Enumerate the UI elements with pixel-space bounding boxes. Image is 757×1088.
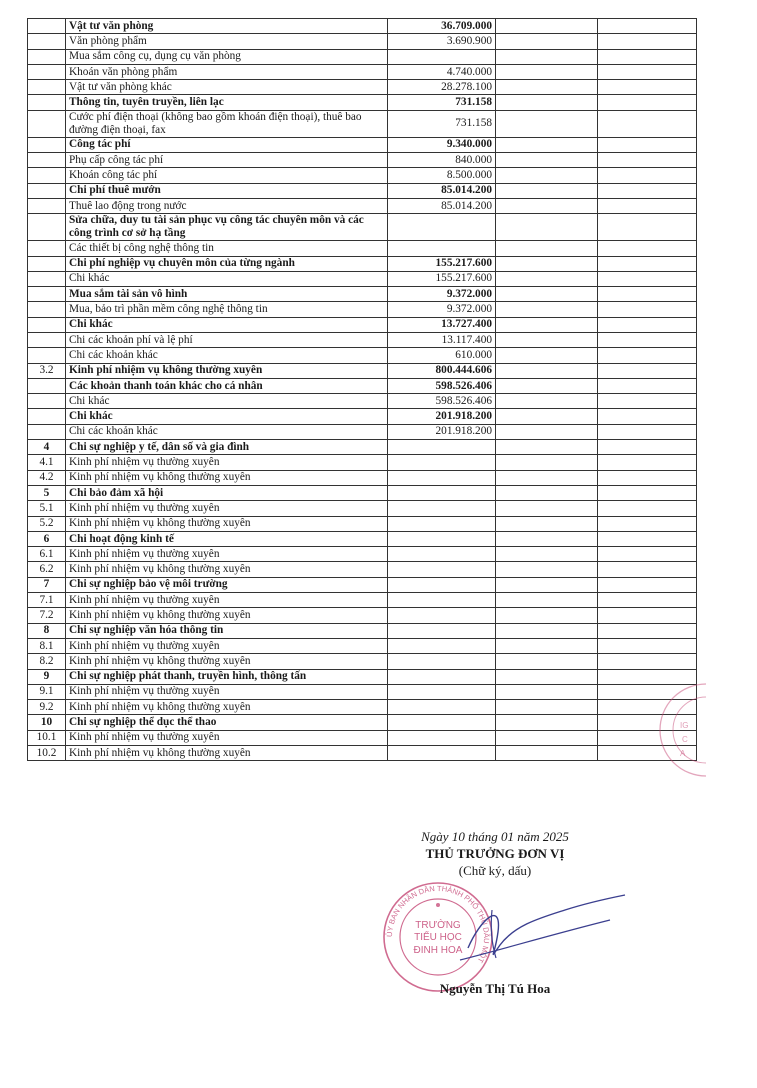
- row-number: 7.1: [28, 593, 66, 608]
- svg-text:IG: IG: [680, 721, 689, 730]
- row-amount: [388, 485, 496, 500]
- table-row: [28, 317, 697, 332]
- table-row: [28, 153, 697, 168]
- row-label: Mua, bảo trì phần mềm công nghệ thông tin: [66, 302, 388, 317]
- empty-cell: [598, 49, 697, 64]
- row-label: Chi sự nghiệp bảo vệ môi trường: [66, 577, 388, 592]
- row-label: Kinh phí nhiệm vụ thường xuyên: [66, 547, 388, 562]
- empty-cell: [598, 409, 697, 424]
- row-amount: [388, 531, 496, 546]
- seal-ring-text: ỦY BAN NHÂN DÂN THÀNH PHỐ THỦ DẦU MỘT: [384, 883, 492, 965]
- empty-cell: [598, 80, 697, 95]
- empty-cell: [496, 363, 598, 378]
- date-line: Ngày 10 tháng 01 năm 2025: [421, 829, 569, 844]
- table-row: [28, 378, 697, 393]
- row-number: [28, 137, 66, 152]
- row-amount: 840.000: [388, 153, 496, 168]
- row-number: 5.2: [28, 516, 66, 531]
- row-amount: 3.690.900: [388, 34, 496, 49]
- empty-cell: [598, 317, 697, 332]
- empty-cell: [496, 302, 598, 317]
- empty-cell: [496, 317, 598, 332]
- row-amount: [388, 501, 496, 516]
- row-number: [28, 198, 66, 213]
- row-label: Kinh phí nhiệm vụ không thường xuyên: [66, 746, 388, 761]
- row-amount: 201.918.200: [388, 409, 496, 424]
- empty-cell: [496, 332, 598, 347]
- row-amount: 85.014.200: [388, 183, 496, 198]
- table-row: [28, 363, 697, 378]
- row-amount: 85.014.200: [388, 198, 496, 213]
- row-amount: [388, 241, 496, 256]
- empty-cell: [598, 183, 697, 198]
- row-amount: 800.444.606: [388, 363, 496, 378]
- row-amount: [388, 654, 496, 669]
- empty-cell: [496, 214, 598, 241]
- empty-cell: [496, 593, 598, 608]
- row-label: Kinh phí nhiệm vụ thường xuyên: [66, 638, 388, 653]
- table-row: [28, 256, 697, 271]
- empty-cell: [496, 608, 598, 623]
- row-number: [28, 241, 66, 256]
- table-row: [28, 562, 697, 577]
- row-label: Khoán công tác phí: [66, 168, 388, 183]
- row-label: Khoán văn phòng phẩm: [66, 64, 388, 79]
- table-row: [28, 669, 697, 684]
- row-label: Chi khác: [66, 317, 388, 332]
- table-row: [28, 64, 697, 79]
- row-number: [28, 95, 66, 110]
- table-row: [28, 547, 697, 562]
- table-row: [28, 271, 697, 286]
- row-number: 4: [28, 440, 66, 455]
- empty-cell: [598, 501, 697, 516]
- page-seal-fragment: [636, 680, 706, 780]
- empty-cell: [598, 95, 697, 110]
- row-label: Kinh phí nhiệm vụ thường xuyên: [66, 593, 388, 608]
- row-number: 10.1: [28, 730, 66, 745]
- row-label: Chi hoạt động kinh tế: [66, 531, 388, 546]
- table-row: [28, 608, 697, 623]
- row-number: [28, 378, 66, 393]
- empty-cell: [598, 34, 697, 49]
- table-row: [28, 516, 697, 531]
- empty-cell: [496, 455, 598, 470]
- row-label: Vật tư văn phòng khác: [66, 80, 388, 95]
- empty-cell: [496, 562, 598, 577]
- table-row: [28, 110, 697, 137]
- signature-note: (Chữ ký, dấu): [458, 863, 532, 878]
- row-number: 6.2: [28, 562, 66, 577]
- row-label: Kinh phí nhiệm vụ không thường xuyên: [66, 608, 388, 623]
- row-amount: [388, 516, 496, 531]
- row-label: Kinh phí nhiệm vụ thường xuyên: [66, 501, 388, 516]
- svg-text:C: C: [682, 735, 688, 744]
- row-label: Phụ cấp công tác phí: [66, 153, 388, 168]
- empty-cell: [598, 332, 697, 347]
- empty-cell: [496, 110, 598, 137]
- row-number: 8.1: [28, 638, 66, 653]
- row-amount: [388, 577, 496, 592]
- row-label: Kinh phí nhiệm vụ thường xuyên: [66, 684, 388, 699]
- table-row: [28, 455, 697, 470]
- row-number: 4.1: [28, 455, 66, 470]
- row-amount: 731.158: [388, 110, 496, 137]
- table-row: [28, 80, 697, 95]
- row-label: Kinh phí nhiệm vụ không thường xuyên: [66, 654, 388, 669]
- row-amount: 13.727.400: [388, 317, 496, 332]
- empty-cell: [496, 409, 598, 424]
- row-amount: [388, 623, 496, 638]
- table-row: [28, 332, 697, 347]
- table-row: [28, 95, 697, 110]
- row-label: Cước phí điện thoại (không bao gồm khoán điện thoại), thuê bao đường điện thoại, fax: [66, 110, 388, 137]
- row-amount: [388, 470, 496, 485]
- row-number: 4.2: [28, 470, 66, 485]
- row-amount: [388, 669, 496, 684]
- empty-cell: [496, 730, 598, 745]
- row-amount: 8.500.000: [388, 168, 496, 183]
- empty-cell: [598, 623, 697, 638]
- row-label: Kinh phí nhiệm vụ không thường xuyên: [66, 363, 388, 378]
- seal-line-2: TIỂU HỌC: [414, 932, 462, 943]
- row-number: [28, 409, 66, 424]
- row-amount: 28.278.100: [388, 80, 496, 95]
- table-row: [28, 470, 697, 485]
- empty-cell: [598, 153, 697, 168]
- empty-cell: [598, 516, 697, 531]
- empty-cell: [496, 394, 598, 409]
- row-number: 9.2: [28, 700, 66, 715]
- row-amount: [388, 562, 496, 577]
- table-row: [28, 394, 697, 409]
- empty-cell: [598, 424, 697, 439]
- row-number: [28, 34, 66, 49]
- row-number: 8.2: [28, 654, 66, 669]
- empty-cell: [598, 608, 697, 623]
- row-amount: 155.217.600: [388, 271, 496, 286]
- empty-cell: [496, 531, 598, 546]
- empty-cell: [598, 654, 697, 669]
- empty-cell: [496, 669, 598, 684]
- row-label: Công tác phí: [66, 137, 388, 152]
- row-number: 6.1: [28, 547, 66, 562]
- row-label: Mua sắm tài sản vô hình: [66, 287, 388, 302]
- table-row: [28, 348, 697, 363]
- row-amount: 610.000: [388, 348, 496, 363]
- row-number: [28, 49, 66, 64]
- empty-cell: [598, 214, 697, 241]
- empty-cell: [598, 19, 697, 34]
- empty-cell: [496, 137, 598, 152]
- empty-cell: [598, 137, 697, 152]
- table-row: [28, 49, 697, 64]
- row-number: [28, 317, 66, 332]
- table-row: [28, 531, 697, 546]
- row-label: Chi sự nghiệp phát thanh, truyền hình, thông tấn: [66, 669, 388, 684]
- row-label: Kinh phí nhiệm vụ thường xuyên: [66, 455, 388, 470]
- row-label: Kinh phí nhiệm vụ không thường xuyên: [66, 700, 388, 715]
- empty-cell: [496, 424, 598, 439]
- row-amount: 9.340.000: [388, 137, 496, 152]
- empty-cell: [598, 440, 697, 455]
- empty-cell: [496, 470, 598, 485]
- table-row: [28, 715, 697, 730]
- row-number: [28, 271, 66, 286]
- empty-cell: [496, 256, 598, 271]
- row-number: 7.2: [28, 608, 66, 623]
- row-number: [28, 287, 66, 302]
- empty-cell: [496, 64, 598, 79]
- row-number: [28, 332, 66, 347]
- row-amount: 731.158: [388, 95, 496, 110]
- row-label: Chi phí thuê mướn: [66, 183, 388, 198]
- row-amount: [388, 547, 496, 562]
- row-amount: [388, 593, 496, 608]
- row-number: 5.1: [28, 501, 66, 516]
- row-label: Sửa chữa, duy tu tài sản phục vụ công tác chuyên môn và các công trình cơ sở hạ tầng: [66, 214, 388, 241]
- row-amount: [388, 700, 496, 715]
- row-number: [28, 64, 66, 79]
- row-label: Các thiết bị công nghệ thông tin: [66, 241, 388, 256]
- empty-cell: [496, 153, 598, 168]
- empty-cell: [496, 49, 598, 64]
- row-amount: 598.526.406: [388, 394, 496, 409]
- table-row: [28, 501, 697, 516]
- row-number: [28, 153, 66, 168]
- row-label: Chi khác: [66, 409, 388, 424]
- empty-cell: [496, 287, 598, 302]
- empty-cell: [598, 168, 697, 183]
- row-number: [28, 348, 66, 363]
- signer-title: THỦ TRƯỞNG ĐƠN VỊ: [425, 846, 565, 861]
- empty-cell: [598, 577, 697, 592]
- row-label: Chi khác: [66, 394, 388, 409]
- empty-cell: [598, 64, 697, 79]
- empty-cell: [496, 183, 598, 198]
- row-label: Kinh phí nhiệm vụ không thường xuyên: [66, 470, 388, 485]
- empty-cell: [598, 271, 697, 286]
- empty-cell: [496, 95, 598, 110]
- row-amount: [388, 730, 496, 745]
- table-row: [28, 746, 697, 761]
- row-number: [28, 110, 66, 137]
- row-number: 9.1: [28, 684, 66, 699]
- table-row: [28, 593, 697, 608]
- row-label: Chi các khoản khác: [66, 348, 388, 363]
- row-amount: [388, 214, 496, 241]
- empty-cell: [496, 378, 598, 393]
- empty-cell: [496, 241, 598, 256]
- empty-cell: [496, 485, 598, 500]
- table-row: [28, 19, 697, 34]
- row-number: [28, 19, 66, 34]
- signer-name: Nguyễn Thị Tú Hoa: [439, 981, 551, 996]
- row-number: 6: [28, 531, 66, 546]
- table-row: [28, 183, 697, 198]
- empty-cell: [496, 516, 598, 531]
- row-number: 3.2: [28, 363, 66, 378]
- row-number: [28, 302, 66, 317]
- table-row: [28, 302, 697, 317]
- row-amount: 9.372.000: [388, 287, 496, 302]
- empty-cell: [598, 198, 697, 213]
- empty-cell: [496, 440, 598, 455]
- seal-line-1: TRƯỜNG: [415, 920, 461, 931]
- empty-cell: [598, 485, 697, 500]
- empty-cell: [598, 394, 697, 409]
- empty-cell: [598, 547, 697, 562]
- empty-cell: [598, 638, 697, 653]
- row-amount: [388, 746, 496, 761]
- row-amount: [388, 440, 496, 455]
- budget-table-body: [28, 19, 697, 761]
- empty-cell: [598, 287, 697, 302]
- empty-cell: [598, 256, 697, 271]
- row-number: [28, 168, 66, 183]
- empty-cell: [496, 547, 598, 562]
- empty-cell: [496, 684, 598, 699]
- row-amount: 9.372.000: [388, 302, 496, 317]
- empty-cell: [496, 168, 598, 183]
- row-amount: [388, 608, 496, 623]
- row-number: 10: [28, 715, 66, 730]
- row-amount: [388, 638, 496, 653]
- row-number: [28, 80, 66, 95]
- row-number: [28, 394, 66, 409]
- empty-cell: [496, 501, 598, 516]
- table-row: [28, 654, 697, 669]
- row-label: Kinh phí nhiệm vụ không thường xuyên: [66, 516, 388, 531]
- row-amount: 598.526.406: [388, 378, 496, 393]
- table-row: [28, 684, 697, 699]
- table-row: [28, 577, 697, 592]
- empty-cell: [496, 654, 598, 669]
- seal-line-3: ĐINH HOA: [413, 945, 463, 956]
- row-number: [28, 424, 66, 439]
- table-row: [28, 485, 697, 500]
- empty-cell: [598, 593, 697, 608]
- row-amount: 201.918.200: [388, 424, 496, 439]
- empty-cell: [496, 34, 598, 49]
- row-amount: 155.217.600: [388, 256, 496, 271]
- table-row: [28, 137, 697, 152]
- row-label: Thông tin, tuyên truyền, liên lạc: [66, 95, 388, 110]
- row-label: Chi khác: [66, 271, 388, 286]
- row-label: Chi sự nghiệp y tế, dân số và gia đình: [66, 440, 388, 455]
- empty-cell: [598, 363, 697, 378]
- empty-cell: [598, 302, 697, 317]
- empty-cell: [496, 348, 598, 363]
- row-amount: [388, 455, 496, 470]
- table-row: [28, 638, 697, 653]
- row-number: 7: [28, 577, 66, 592]
- row-number: 9: [28, 669, 66, 684]
- row-number: [28, 183, 66, 198]
- empty-cell: [496, 715, 598, 730]
- row-amount: 13.117.400: [388, 332, 496, 347]
- empty-cell: [598, 348, 697, 363]
- row-label: Kinh phí nhiệm vụ thường xuyên: [66, 730, 388, 745]
- empty-cell: [496, 638, 598, 653]
- empty-cell: [496, 80, 598, 95]
- row-amount: [388, 49, 496, 64]
- empty-cell: [598, 241, 697, 256]
- empty-cell: [496, 577, 598, 592]
- row-label: Văn phòng phẩm: [66, 34, 388, 49]
- empty-cell: [496, 700, 598, 715]
- row-number: 8: [28, 623, 66, 638]
- svg-text:A: A: [680, 749, 686, 758]
- row-label: Chi bảo đảm xã hội: [66, 485, 388, 500]
- empty-cell: [598, 110, 697, 137]
- row-label: Các khoản thanh toán khác cho cá nhân: [66, 378, 388, 393]
- empty-cell: [598, 455, 697, 470]
- empty-cell: [496, 746, 598, 761]
- empty-cell: [496, 19, 598, 34]
- empty-cell: [598, 562, 697, 577]
- row-amount: 36.709.000: [388, 19, 496, 34]
- handwritten-signature: [440, 890, 630, 980]
- row-label: Chi sự nghiệp văn hóa thông tin: [66, 623, 388, 638]
- table-row: [28, 730, 697, 745]
- row-number: 5: [28, 485, 66, 500]
- table-row: [28, 168, 697, 183]
- row-amount: [388, 715, 496, 730]
- empty-cell: [598, 378, 697, 393]
- row-label: Chi sự nghiệp thể dục thể thao: [66, 715, 388, 730]
- row-amount: [388, 684, 496, 699]
- table-row: [28, 424, 697, 439]
- table-row: [28, 440, 697, 455]
- table-row: [28, 214, 697, 241]
- table-row: [28, 623, 697, 638]
- table-row: [28, 34, 697, 49]
- row-label: Mua sắm công cụ, dụng cụ văn phòng: [66, 49, 388, 64]
- row-number: [28, 214, 66, 241]
- row-label: Chi phí nghiệp vụ chuyên môn của từng ngành: [66, 256, 388, 271]
- empty-cell: [598, 470, 697, 485]
- empty-cell: [496, 623, 598, 638]
- row-label: Chi các khoản phí và lệ phí: [66, 332, 388, 347]
- row-amount: 4.740.000: [388, 64, 496, 79]
- budget-table: [27, 18, 697, 761]
- row-label: Chi các khoản khác: [66, 424, 388, 439]
- empty-cell: [496, 198, 598, 213]
- row-label: Thuê lao động trong nước: [66, 198, 388, 213]
- row-number: 10.2: [28, 746, 66, 761]
- empty-cell: [598, 531, 697, 546]
- table-row: [28, 287, 697, 302]
- empty-cell: [496, 271, 598, 286]
- row-number: [28, 256, 66, 271]
- table-row: [28, 409, 697, 424]
- row-label: Kinh phí nhiệm vụ không thường xuyên: [66, 562, 388, 577]
- table-row: [28, 198, 697, 213]
- table-row: [28, 241, 697, 256]
- row-label: Vật tư văn phòng: [66, 19, 388, 34]
- table-row: [28, 700, 697, 715]
